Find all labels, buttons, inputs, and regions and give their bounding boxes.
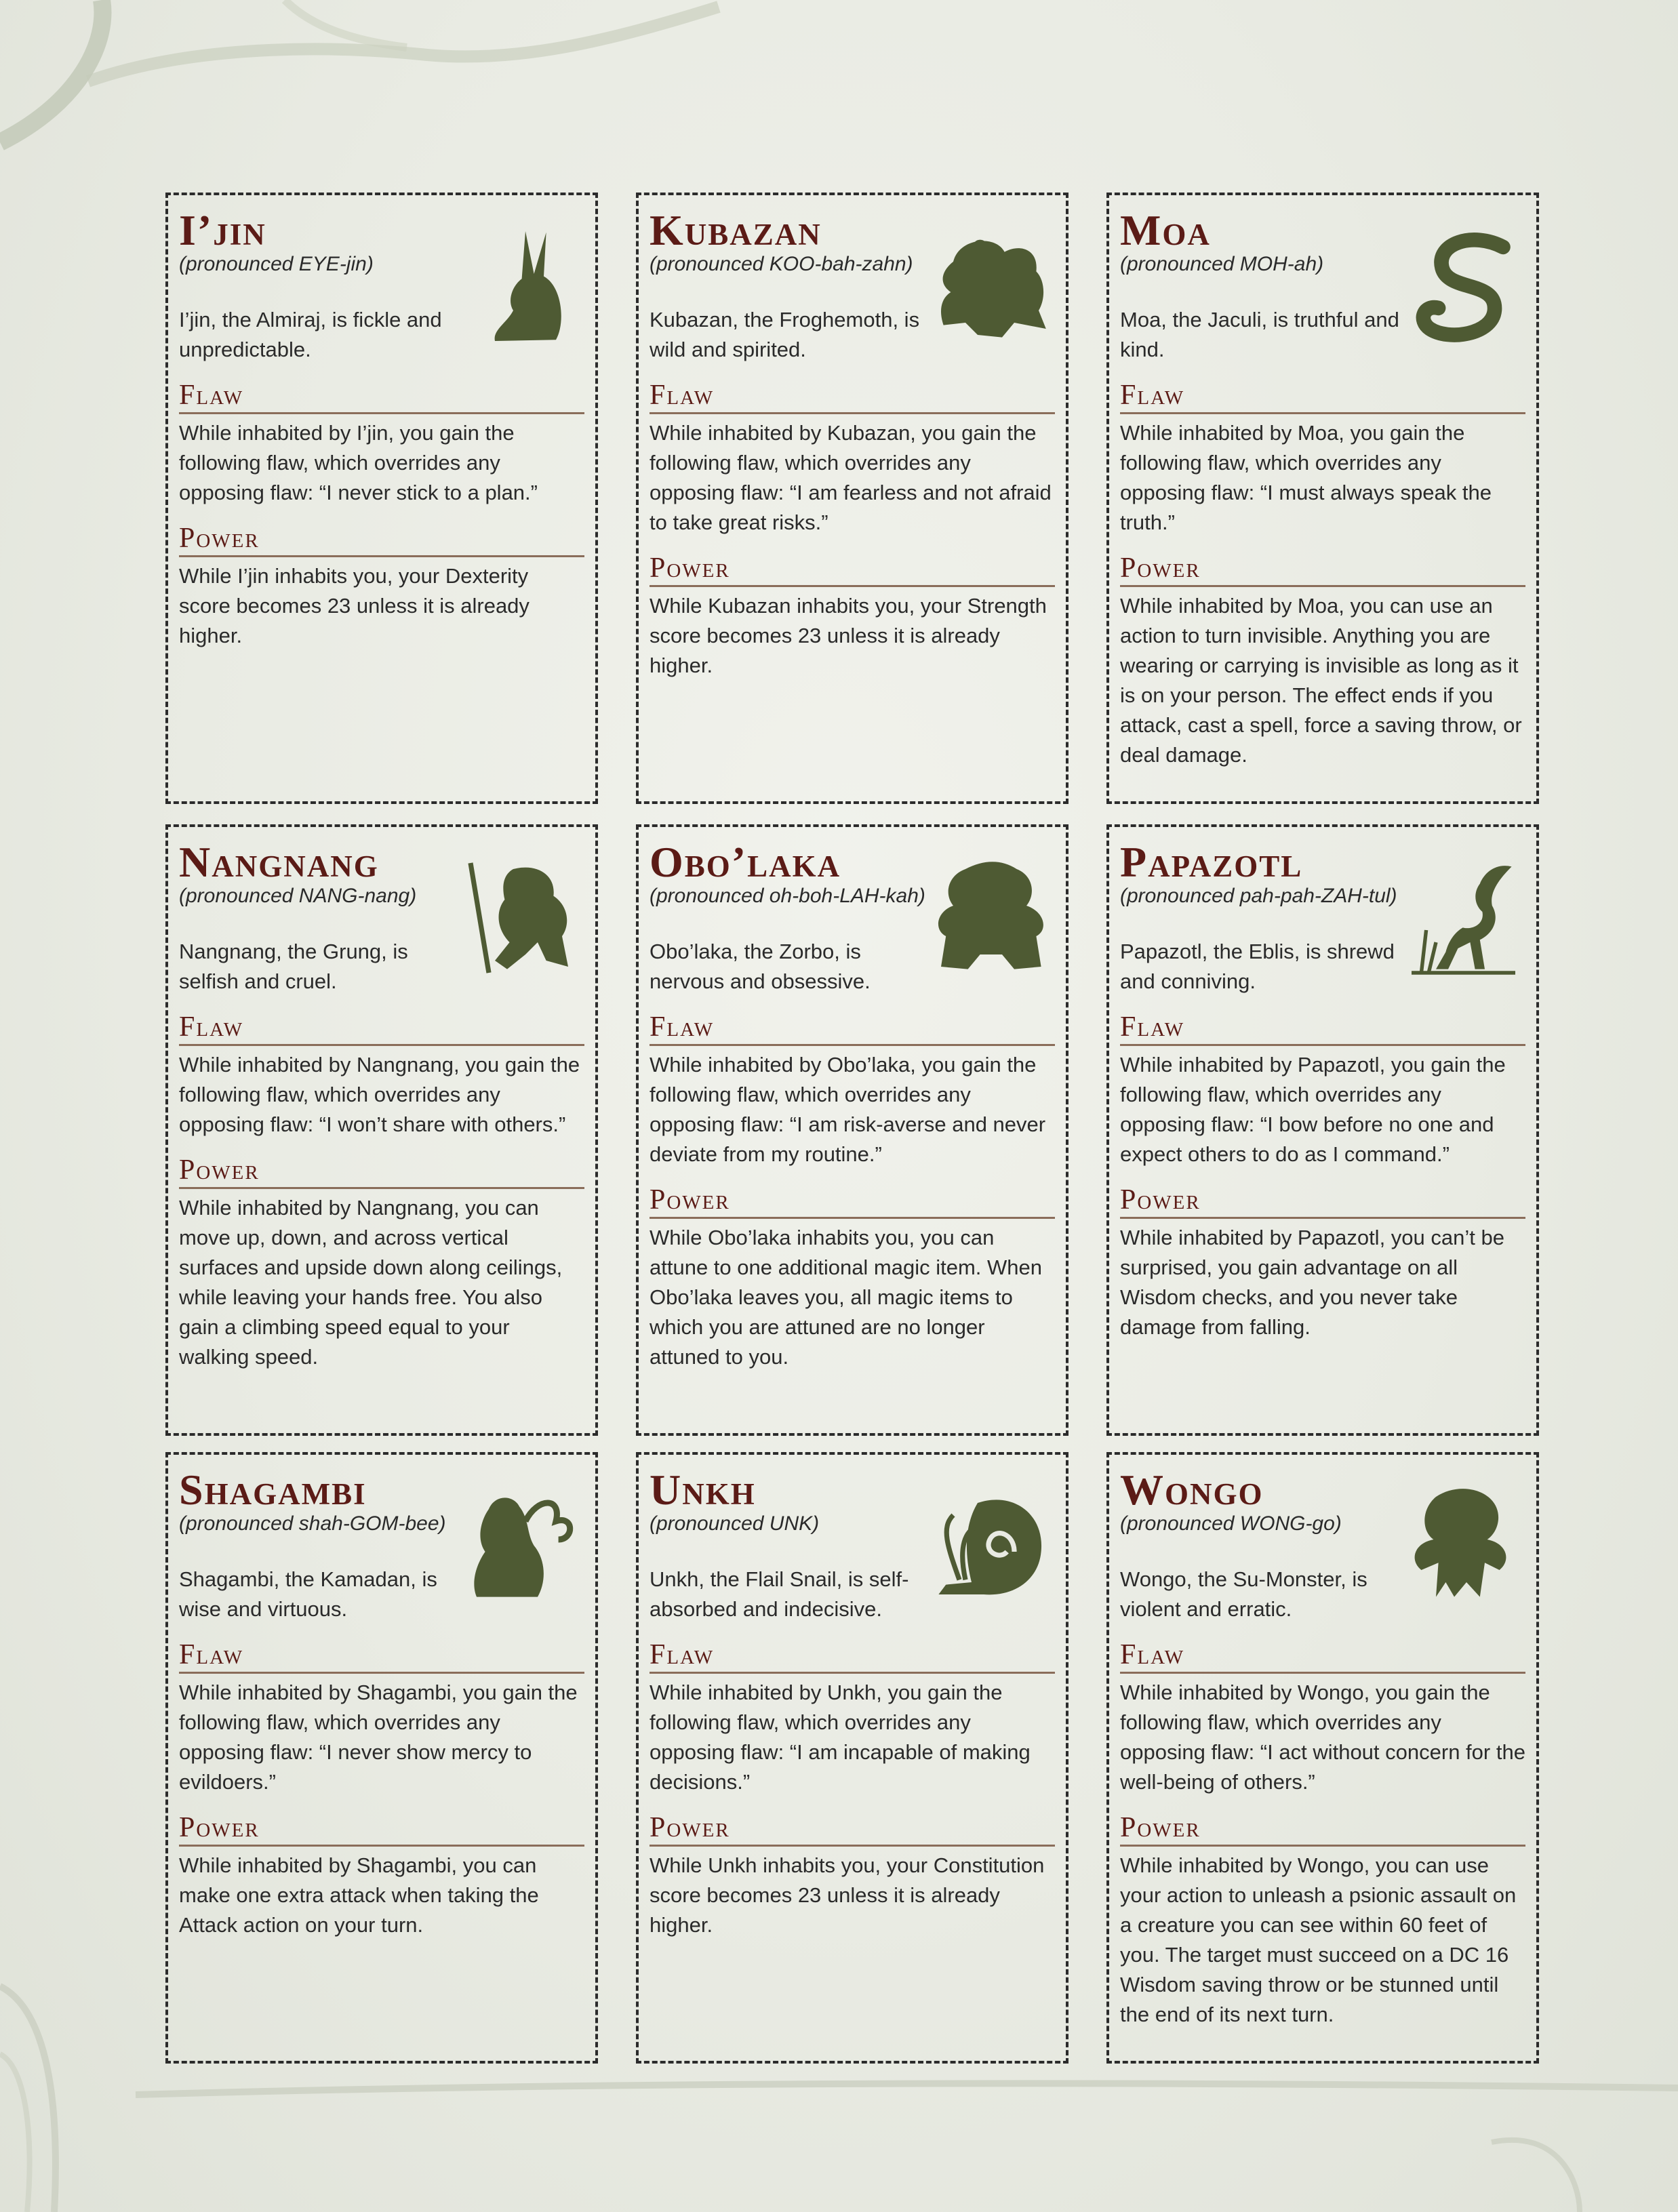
spirit-description: Moa, the Jaculi, is truthful and kind. — [1120, 308, 1399, 361]
spirit-card-wongo — [1106, 1452, 1539, 2064]
flaw-heading: Flaw — [179, 380, 584, 414]
power-text: While inhabited by Moa, you can use an action to turn invisible. Anything you are wearing or carrying is invisible as long as it is on your person. The effect ends if you attack, cast a spell, force a saving throw, or deal damage. — [1120, 594, 1522, 767]
froghemoth-icon — [929, 225, 1051, 347]
spirit-description: Papazotl, the Eblis, is shrewd and conniving. — [1120, 940, 1395, 993]
power-heading: Power — [1120, 1184, 1525, 1219]
spirit-description: Obo’laka, the Zorbo, is nervous and obsessive. — [650, 940, 871, 993]
pronunciation: (pronounced NANG-nang) — [179, 885, 417, 907]
power-heading: Power — [650, 552, 1055, 587]
power-text: While Kubazan inhabits you, your Strength score becomes 23 unless it is already higher. — [650, 594, 1047, 678]
power-text: While inhabited by Nangnang, you can move up, down, and across vertical surfaces and upside down along ceilings, while leaving your hands free. You also gain a climbing speed equal to your walking speed. — [179, 1196, 563, 1369]
spirit-card-moa — [1106, 193, 1539, 804]
power-heading: Power — [179, 523, 584, 557]
spirit-card-kubazan — [636, 193, 1068, 804]
power-text: While Unkh inhabits you, your Constitution score becomes 23 unless it is already higher. — [650, 1853, 1045, 1937]
power-text: While I’jin inhabits you, your Dexterity score becomes 23 unless it is already higher. — [179, 564, 530, 648]
flaw-heading: Flaw — [179, 1639, 584, 1674]
pronunciation: (pronounced oh-boh-LAH-kah) — [650, 885, 925, 907]
spirit-description: Kubazan, the Froghemoth, is wild and spirited. — [650, 308, 920, 361]
spirit-card-shagambi — [165, 1452, 598, 2064]
grung-icon — [458, 857, 580, 979]
zorbo-icon — [929, 857, 1051, 979]
su-monster-icon — [1399, 1485, 1521, 1607]
power-text: While inhabited by Wongo, you can use your action to unleash a psionic assault on a creature you can see within 60 feet of you. The target must succeed on a DC 16 Wisdom saving throw or be stunned until the end of its next turn. — [1120, 1853, 1517, 2027]
power-heading: Power — [179, 1812, 584, 1847]
flail-snail-icon — [929, 1485, 1051, 1607]
spirit-name: Wongo — [1120, 1466, 1264, 1514]
spirit-name: Papazotl — [1120, 838, 1303, 886]
power-text: While inhabited by Shagambi, you can make one extra attack when taking the Attack action on your turn. — [179, 1853, 539, 1937]
flaw-text: While inhabited by Moa, you gain the following flaw, which overrides any opposing flaw: “I must always speak the truth.” — [1120, 421, 1492, 535]
flaw-heading: Flaw — [650, 1639, 1055, 1674]
spirit-card-ijin — [165, 193, 598, 804]
spirit-name: Moa — [1120, 206, 1211, 254]
power-text: While Obo’laka inhabits you, you can attune to one additional magic item. When Obo’laka leaves you, all magic items to which you are attuned are no longer attuned to you. — [650, 1226, 1043, 1369]
flaw-heading: Flaw — [1120, 1639, 1525, 1674]
pronunciation: (pronounced KOO-bah-zahn) — [650, 253, 913, 275]
flaw-text: While inhabited by Papazotl, you gain the following flaw, which overrides any opposing flaw: “I bow before no one and expect others to do as I command.” — [1120, 1053, 1506, 1167]
spirit-name: Nangnang — [179, 838, 379, 886]
pronunciation: (pronounced MOH-ah) — [1120, 253, 1324, 275]
spirit-description: Wongo, the Su-Monster, is violent and erratic. — [1120, 1567, 1367, 1621]
power-heading: Power — [650, 1812, 1055, 1847]
spirit-card-unkh — [636, 1452, 1068, 2064]
flaw-text: While inhabited by Shagambi, you gain the following flaw, which overrides any opposing flaw: “I never show mercy to evildoers.” — [179, 1681, 578, 1794]
spirit-description: Nangnang, the Grung, is selfish and cruel. — [179, 940, 408, 993]
kamadan-icon — [458, 1485, 580, 1607]
flaw-heading: Flaw — [1120, 380, 1525, 414]
power-heading: Power — [179, 1154, 584, 1189]
spirit-name: I’jin — [179, 206, 266, 254]
flaw-heading: Flaw — [650, 380, 1055, 414]
spirit-card-papazotl — [1106, 824, 1539, 1436]
jaculi-icon — [1399, 225, 1521, 347]
flaw-text: While inhabited by Unkh, you gain the following flaw, which overrides any opposing flaw: “I am incapable of making decisions.” — [650, 1681, 1031, 1794]
spirit-description: I’jin, the Almiraj, is fickle and unpredictable. — [179, 308, 442, 361]
power-heading: Power — [650, 1184, 1055, 1219]
spirit-name: Shagambi — [179, 1466, 367, 1514]
spirit-name: Obo’laka — [650, 838, 841, 886]
spirit-name: Unkh — [650, 1466, 756, 1514]
pronunciation: (pronounced EYE-jin) — [179, 253, 374, 275]
power-heading: Power — [1120, 1812, 1525, 1847]
pronunciation: (pronounced UNK) — [650, 1512, 820, 1535]
spirit-description: Unkh, the Flail Snail, is self-absorbed and indecisive. — [650, 1567, 909, 1621]
flaw-heading: Flaw — [179, 1011, 584, 1046]
power-text: While inhabited by Papazotl, you can’t be surprised, you gain advantage on all Wisdom checks, and you never take damage from falling. — [1120, 1226, 1504, 1340]
flaw-text: While inhabited by Nangnang, you gain the following flaw, which overrides any opposing flaw: “I won’t share with others.” — [179, 1053, 580, 1137]
spirit-card-obolaka — [636, 824, 1068, 1436]
pronunciation: (pronounced shah-GOM-bee) — [179, 1512, 446, 1535]
spirit-description: Shagambi, the Kamadan, is wise and virtuous. — [179, 1567, 437, 1621]
eblis-icon — [1399, 857, 1521, 979]
flaw-heading: Flaw — [650, 1011, 1055, 1046]
flaw-text: While inhabited by Wongo, you gain the following flaw, which overrides any opposing flaw: “I act without concern for the well-being of others.” — [1120, 1681, 1525, 1794]
flaw-text: While inhabited by I’jin, you gain the following flaw, which overrides any opposing flaw: “I never stick to a plan.” — [179, 421, 538, 505]
flaw-text: While inhabited by Kubazan, you gain the following flaw, which overrides any opposing flaw: “I am fearless and not afraid to take great risks.” — [650, 421, 1052, 535]
spirit-name: Kubazan — [650, 206, 822, 254]
almiraj-icon — [458, 225, 580, 347]
flaw-text: While inhabited by Obo’laka, you gain the following flaw, which overrides any opposing flaw: “I am risk-averse and never deviate from my routine.” — [650, 1053, 1046, 1167]
background-vine-top — [0, 0, 746, 176]
pronunciation: (pronounced pah-pah-ZAH-tul) — [1120, 885, 1397, 907]
pronunciation: (pronounced WONG-go) — [1120, 1512, 1342, 1535]
power-heading: Power — [1120, 552, 1525, 587]
spirit-card-nangnang — [165, 824, 598, 1436]
flaw-heading: Flaw — [1120, 1011, 1525, 1046]
